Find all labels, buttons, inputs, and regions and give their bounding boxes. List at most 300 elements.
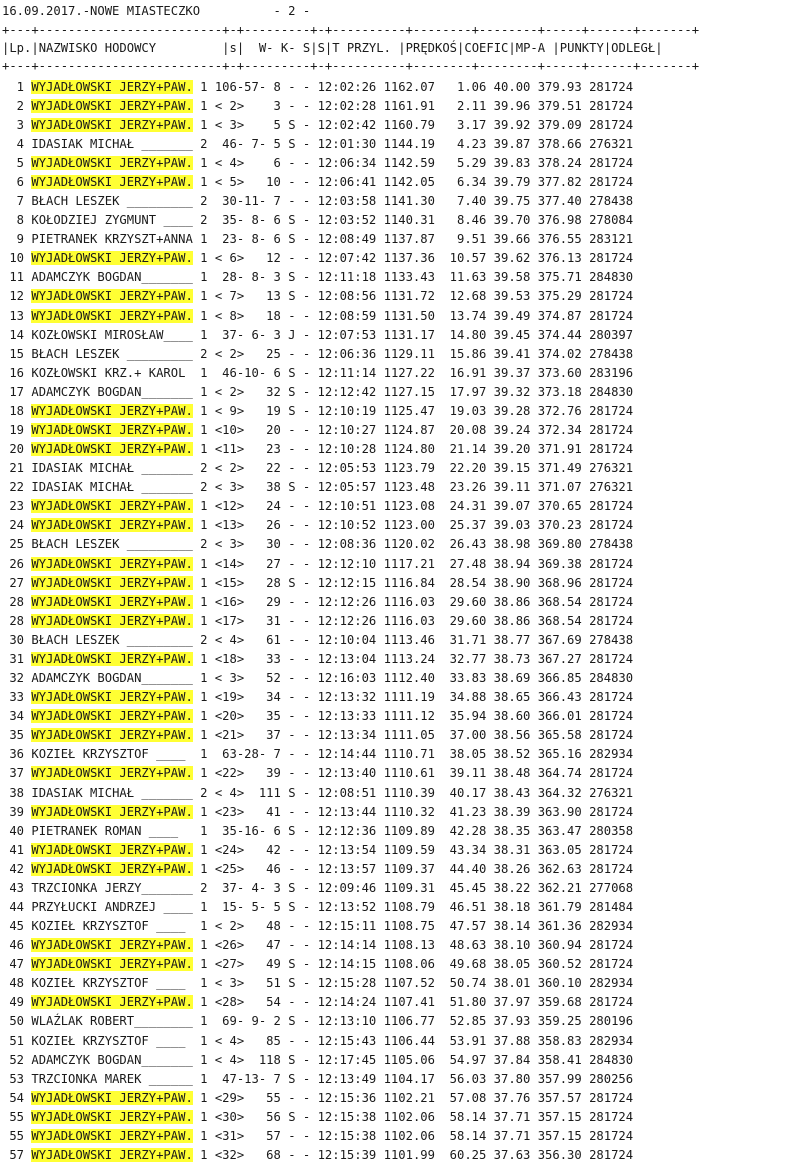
- row-points: 357.15: [530, 1109, 582, 1124]
- row-points: 363.47: [530, 823, 582, 838]
- row-time: 12:12:26: [317, 594, 377, 609]
- row-lp: 26: [2, 556, 32, 571]
- row-speed: 1125.47: [376, 403, 435, 418]
- row-dist: 282934: [581, 976, 634, 991]
- row-s: 1: [200, 842, 208, 857]
- row-points: 368.96: [530, 575, 582, 590]
- row-sep: -: [295, 308, 318, 323]
- column-header-row: |Lp.|NAZWISKO HODOWCY |s| W- K- S|S|T PRZYL. |PRĘDKOŚ|COEFIC|MP-A |PUNKTY|ODLEGŁ|: [2, 41, 663, 55]
- row-sep: -: [295, 289, 318, 304]
- row-mpa: 39.49: [486, 308, 531, 323]
- row-wks: 46-10- 6: [207, 365, 281, 380]
- row-flag: S: [280, 1052, 296, 1067]
- row-speed: 1113.24: [376, 651, 435, 666]
- row-sep: -: [295, 251, 318, 266]
- row-dist: 281724: [581, 651, 634, 666]
- row-wks: 15- 5- 5: [207, 899, 281, 914]
- row-lp: 38: [2, 785, 32, 800]
- row-lp: 50: [2, 1014, 32, 1029]
- row-sep: -: [295, 728, 318, 743]
- row-flag: S: [280, 957, 296, 972]
- row-sep: -: [295, 117, 318, 132]
- row-dist: 278438: [581, 346, 634, 361]
- row-points: 370.23: [530, 518, 582, 533]
- col-speed: PRĘDKOŚ: [405, 41, 458, 55]
- row-wks: <25> 46: [207, 861, 281, 876]
- row-flag: -: [280, 556, 296, 571]
- row-mpa: 38.73: [486, 651, 531, 666]
- table-row: [2, 154, 633, 173]
- row-wks: < 2> 48: [207, 919, 281, 933]
- row-sep: -: [295, 1109, 318, 1124]
- row-flag: S: [280, 880, 296, 895]
- row-wks: < 3> 38: [207, 480, 281, 495]
- row-lp: 47: [2, 957, 32, 972]
- row-coef: 24.31: [434, 499, 487, 514]
- row-s: 1: [200, 651, 208, 666]
- row-flag: S: [280, 575, 296, 590]
- row-breeder-name: WYJADŁOWSKI JERZY+PAW.: [31, 289, 193, 304]
- row-flag: -: [280, 98, 296, 113]
- row-time: 12:13:52: [317, 899, 377, 914]
- row-breeder-name: WYJADŁOWSKI JERZY+PAW.: [31, 766, 193, 781]
- row-points: 372.76: [530, 403, 582, 418]
- row-s: 2: [200, 136, 208, 151]
- row-dist: 278438: [581, 632, 634, 647]
- row-lp: 33: [2, 690, 32, 705]
- row-points: 357.57: [530, 1090, 582, 1105]
- row-coef: 4.23: [434, 136, 487, 151]
- row-wks: <22> 39: [207, 766, 281, 781]
- row-coef: 25.37: [434, 518, 487, 533]
- row-wks: <17> 31: [207, 613, 281, 628]
- row-points: 360.10: [530, 976, 582, 991]
- row-wks: <10> 20: [207, 422, 281, 437]
- row-speed: 1137.36: [376, 251, 435, 266]
- row-time: 12:10:19: [317, 403, 377, 418]
- row-time: 12:08:36: [317, 537, 377, 552]
- row-points: 366.01: [530, 709, 582, 724]
- row-dist: 284830: [581, 1052, 634, 1067]
- row-mpa: 39.53: [486, 289, 531, 304]
- row-speed: 1104.17: [376, 1071, 435, 1086]
- row-s: 1: [200, 919, 208, 933]
- row-name-fill: _______: [134, 461, 201, 476]
- row-speed: 1120.02: [376, 537, 435, 552]
- row-s: 2: [200, 194, 208, 208]
- row-name-fill: _______: [141, 270, 201, 285]
- row-name-fill: _______: [134, 480, 201, 495]
- row-wks: < 3> 30: [207, 537, 281, 552]
- row-dist: 281724: [581, 1109, 634, 1124]
- row-breeder-name: KOZIEŁ KRZYSZTOF: [31, 747, 149, 762]
- row-coef: 51.80: [434, 995, 487, 1010]
- row-name-fill: ____: [148, 747, 201, 762]
- row-points: 372.34: [530, 422, 582, 437]
- row-speed: 1111.12: [376, 709, 435, 724]
- row-wks: < 2> 3: [207, 98, 281, 113]
- row-flag: S: [280, 1109, 296, 1124]
- table-row: [2, 555, 633, 574]
- table-row: [2, 78, 633, 97]
- row-breeder-name: WYJADŁOWSKI JERZY+PAW.: [31, 1109, 193, 1124]
- row-breeder-name: WLAŹLAK ROBERT: [31, 1014, 135, 1029]
- row-mpa: 37.71: [486, 1109, 531, 1124]
- row-breeder-name: WYJADŁOWSKI JERZY+PAW.: [31, 613, 193, 628]
- row-time: 12:10:51: [317, 499, 377, 514]
- row-breeder-name: WYJADŁOWSKI JERZY+PAW.: [31, 403, 193, 418]
- row-dist: 280256: [581, 1071, 634, 1086]
- row-points: 367.27: [530, 651, 582, 666]
- table-row: [2, 726, 633, 745]
- row-wks: < 2> 32: [207, 384, 281, 399]
- row-s: 1: [200, 1148, 208, 1162]
- row-name-fill: ________: [134, 1014, 201, 1029]
- row-lp: 34: [2, 709, 32, 724]
- row-breeder-name: KOZIEŁ KRZYSZTOF: [31, 1033, 149, 1048]
- table-row: [2, 1089, 633, 1108]
- row-mpa: 38.43: [486, 785, 531, 800]
- table-row: [2, 669, 633, 688]
- row-time: 12:12:36: [317, 823, 377, 838]
- row-coef: 39.11: [434, 766, 487, 781]
- row-coef: 2.11: [434, 98, 487, 113]
- row-name-fill: [185, 366, 200, 380]
- row-speed: 1123.00: [376, 518, 435, 533]
- row-points: 374.44: [530, 327, 582, 342]
- row-flag: -: [280, 594, 296, 609]
- row-dist: 281724: [581, 117, 634, 132]
- row-speed: 1109.37: [376, 861, 435, 876]
- row-sep: -: [295, 842, 318, 857]
- row-dist: 284830: [581, 270, 634, 285]
- row-dist: 281724: [581, 556, 634, 571]
- row-dist: 281724: [581, 1148, 634, 1162]
- table-row: [2, 1146, 633, 1165]
- row-lp: 31: [2, 651, 32, 666]
- row-lp: 36: [2, 747, 32, 762]
- col-mpa: MP-A: [515, 41, 546, 55]
- table-row: [2, 116, 633, 135]
- row-mpa: 38.86: [486, 613, 531, 628]
- row-sep: -: [295, 136, 318, 151]
- row-wks: < 2> 22: [207, 461, 281, 476]
- row-flag: -: [280, 442, 296, 456]
- row-coef: 1.06: [434, 79, 487, 94]
- row-points: 367.69: [530, 632, 582, 647]
- col-name: NAZWISKO HODOWCY: [38, 41, 157, 55]
- row-time: 12:13:33: [317, 709, 377, 724]
- table-row: [2, 650, 633, 669]
- row-time: 12:08:51: [317, 785, 377, 800]
- row-coef: 46.51: [434, 899, 487, 914]
- row-time: 12:13:40: [317, 766, 377, 781]
- row-flag: -: [280, 842, 296, 857]
- row-time: 12:01:30: [317, 136, 377, 151]
- row-lp: 7: [2, 194, 32, 208]
- row-wks: <12> 24: [207, 499, 281, 514]
- row-time: 12:09:46: [317, 880, 377, 895]
- row-wks: < 4> 61: [207, 632, 281, 647]
- table-row: [2, 516, 633, 535]
- row-mpa: 39.62: [486, 251, 531, 266]
- row-lp: 46: [2, 938, 32, 953]
- row-breeder-name: WYJADŁOWSKI JERZY+PAW.: [31, 155, 193, 170]
- row-time: 12:15:11: [317, 919, 377, 933]
- row-dist: 278438: [581, 537, 634, 552]
- row-mpa: 38.26: [486, 861, 531, 876]
- row-lp: 3: [2, 117, 32, 132]
- competition-date-place: 16.09.2017.-NOWE MIASTECZKO: [2, 4, 201, 18]
- row-s: 1: [200, 403, 208, 418]
- row-coef: 11.63: [434, 270, 487, 285]
- row-s: 1: [200, 747, 208, 762]
- row-s: 1: [200, 804, 208, 819]
- row-mpa: 39.03: [486, 518, 531, 533]
- row-s: 2: [200, 785, 208, 800]
- table-row: [2, 535, 633, 554]
- row-speed: 1142.05: [376, 174, 435, 189]
- row-breeder-name: ADAMCZYK BOGDAN: [31, 270, 142, 285]
- row-s: 1: [200, 594, 208, 609]
- col-wks: W- K- S: [258, 41, 311, 55]
- row-speed: 1123.48: [376, 480, 435, 495]
- row-name-fill: _______: [141, 384, 201, 399]
- row-breeder-name: BŁACH LESZEK: [31, 194, 120, 208]
- row-wks: 23- 8- 6: [207, 232, 281, 247]
- row-mpa: 38.94: [486, 556, 531, 571]
- row-dist: 281724: [581, 842, 634, 857]
- row-coef: 27.48: [434, 556, 487, 571]
- row-points: 377.82: [530, 174, 582, 189]
- row-lp: 25: [2, 537, 32, 552]
- row-lp: 17: [2, 384, 32, 399]
- row-dist: 283196: [581, 365, 634, 380]
- row-sep: -: [295, 1014, 318, 1029]
- row-time: 12:13:54: [317, 842, 377, 857]
- row-s: 1: [200, 728, 208, 743]
- row-sep: -: [295, 174, 318, 189]
- row-coef: 32.77: [434, 651, 487, 666]
- row-dist: 280397: [581, 327, 634, 342]
- row-points: 368.54: [530, 613, 582, 628]
- row-wks: <19> 34: [207, 690, 281, 705]
- row-mpa: 39.37: [486, 365, 531, 380]
- row-sep: -: [295, 766, 318, 781]
- table-row: [2, 1070, 633, 1089]
- row-s: 2: [200, 213, 208, 228]
- row-dist: 283121: [581, 232, 634, 247]
- row-lp: 23: [2, 499, 32, 514]
- row-time: 12:12:10: [317, 556, 377, 571]
- row-flag: -: [280, 728, 296, 743]
- row-lp: 20: [2, 442, 32, 456]
- row-sep: -: [295, 632, 318, 647]
- row-dist: 278438: [581, 194, 634, 208]
- row-sep: -: [295, 938, 318, 953]
- row-s: 1: [200, 861, 208, 876]
- row-sep: -: [295, 155, 318, 170]
- row-mpa: 38.69: [486, 671, 531, 685]
- row-wks: < 4> 85: [207, 1033, 281, 1048]
- row-speed: 1110.39: [376, 785, 435, 800]
- row-points: 360.94: [530, 938, 582, 953]
- row-sep: -: [295, 461, 318, 476]
- table-row: [2, 707, 633, 726]
- row-mpa: 37.88: [486, 1033, 531, 1048]
- row-sep: -: [295, 575, 318, 590]
- row-coef: 35.94: [434, 709, 487, 724]
- row-lp: 53: [2, 1071, 32, 1086]
- row-lp: 45: [2, 919, 32, 933]
- row-sep: -: [295, 1148, 318, 1162]
- row-time: 12:13:49: [317, 1071, 377, 1086]
- row-flag: -: [280, 308, 296, 323]
- row-wks: < 8> 18: [207, 308, 281, 323]
- row-points: 363.05: [530, 842, 582, 857]
- row-breeder-name: TRZCIONKA JERZY: [31, 880, 142, 895]
- row-sep: -: [295, 327, 318, 342]
- row-speed: 1108.06: [376, 957, 435, 972]
- row-lp: 51: [2, 1033, 32, 1048]
- table-row: [2, 307, 633, 326]
- row-coef: 14.80: [434, 327, 487, 342]
- row-s: 2: [200, 480, 208, 495]
- row-s: 1: [200, 365, 208, 380]
- row-lp: 5: [2, 155, 32, 170]
- row-points: 378.66: [530, 136, 582, 151]
- row-breeder-name: WYJADŁOWSKI JERZY+PAW.: [31, 174, 193, 189]
- row-coef: 37.00: [434, 728, 487, 743]
- row-mpa: 37.76: [486, 1090, 531, 1105]
- row-time: 12:10:27: [317, 422, 377, 437]
- row-wks: <32> 68: [207, 1148, 281, 1162]
- row-breeder-name: WYJADŁOWSKI JERZY+PAW.: [31, 499, 193, 514]
- row-coef: 43.34: [434, 842, 487, 857]
- col-points: PUNKTY: [559, 41, 604, 55]
- row-coef: 20.08: [434, 422, 487, 437]
- row-coef: 56.03: [434, 1071, 487, 1086]
- row-lp: 16: [2, 365, 32, 380]
- row-s: 1: [200, 232, 208, 247]
- row-flag: S: [280, 136, 296, 151]
- row-flag: -: [280, 938, 296, 953]
- row-dist: 276321: [581, 136, 634, 151]
- row-s: 1: [200, 1109, 208, 1124]
- row-wks: <23> 41: [207, 804, 281, 819]
- row-points: 365.16: [530, 747, 582, 762]
- row-s: 1: [200, 327, 208, 342]
- table-row: [2, 345, 633, 364]
- row-dist: 281724: [581, 289, 634, 304]
- row-mpa: 38.48: [486, 766, 531, 781]
- row-name-fill: _________: [119, 346, 201, 361]
- row-dist: 281724: [581, 575, 634, 590]
- row-dist: 281724: [581, 79, 634, 94]
- row-name-fill: _________: [119, 194, 201, 208]
- row-coef: 21.14: [434, 442, 487, 456]
- row-wks: <18> 33: [207, 651, 281, 666]
- row-wks: <24> 42: [207, 842, 281, 857]
- row-wks: <30> 56: [207, 1109, 281, 1124]
- row-mpa: 39.32: [486, 384, 531, 399]
- row-mpa: 39.41: [486, 346, 531, 361]
- row-flag: S: [280, 480, 296, 495]
- row-points: 364.74: [530, 766, 582, 781]
- row-points: 376.55: [530, 232, 582, 247]
- row-wks: 28- 8- 3: [207, 270, 281, 285]
- table-row: [2, 249, 633, 268]
- row-s: 1: [200, 899, 208, 914]
- row-dist: 281724: [581, 594, 634, 609]
- row-name-fill: _______: [134, 136, 201, 151]
- row-wks: < 7> 13: [207, 289, 281, 304]
- row-coef: 9.51: [434, 232, 487, 247]
- table-row: [2, 478, 633, 497]
- table-row: [2, 421, 633, 440]
- row-sep: -: [295, 270, 318, 285]
- row-breeder-name: WYJADŁOWSKI JERZY+PAW.: [31, 251, 193, 266]
- row-coef: 23.26: [434, 480, 487, 495]
- row-lp: 28: [2, 613, 32, 628]
- row-name-fill: ____: [148, 976, 201, 991]
- row-speed: 1137.87: [376, 232, 435, 247]
- row-points: 361.36: [530, 919, 582, 933]
- row-flag: S: [280, 823, 296, 838]
- row-speed: 1101.99: [376, 1148, 435, 1162]
- row-breeder-name: WYJADŁOWSKI JERZY+PAW.: [31, 728, 193, 743]
- row-flag: -: [280, 632, 296, 647]
- row-coef: 17.97: [434, 384, 487, 399]
- row-name-fill: ____: [148, 1033, 201, 1048]
- row-sep: -: [295, 346, 318, 361]
- row-name-fill: ______: [141, 1071, 201, 1086]
- row-points: 370.65: [530, 499, 582, 514]
- row-dist: 276321: [581, 785, 634, 800]
- row-s: 1: [200, 174, 208, 189]
- row-wks: 69- 9- 2: [207, 1014, 281, 1029]
- row-wks: <15> 28: [207, 575, 281, 590]
- row-speed: 1133.43: [376, 270, 435, 285]
- row-sep: -: [295, 976, 318, 991]
- row-s: 1: [200, 556, 208, 571]
- row-time: 12:13:32: [317, 690, 377, 705]
- row-mpa: 39.15: [486, 461, 531, 476]
- row-sep: -: [295, 422, 318, 437]
- row-wks: 46- 7- 5: [207, 136, 281, 151]
- row-s: 1: [200, 613, 208, 628]
- row-sep: -: [295, 995, 318, 1010]
- row-wks: < 3> 5: [207, 117, 281, 132]
- row-points: 363.90: [530, 804, 582, 819]
- row-dist: 281724: [581, 804, 634, 819]
- row-points: 360.52: [530, 957, 582, 972]
- row-speed: 1113.46: [376, 632, 435, 647]
- row-flag: -: [280, 1090, 296, 1105]
- row-flag: S: [280, 1071, 296, 1086]
- table-row: [2, 841, 633, 860]
- row-coef: 6.34: [434, 174, 487, 189]
- row-s: 1: [200, 1090, 208, 1105]
- row-s: 1: [200, 1071, 208, 1086]
- row-mpa: 39.11: [486, 480, 531, 495]
- row-sep: -: [295, 537, 318, 552]
- row-name-fill: _________: [119, 537, 201, 552]
- row-time: 12:13:10: [317, 1014, 377, 1029]
- row-wks: < 2> 25: [207, 346, 281, 361]
- row-s: 1: [200, 384, 208, 399]
- row-lp: 39: [2, 804, 32, 819]
